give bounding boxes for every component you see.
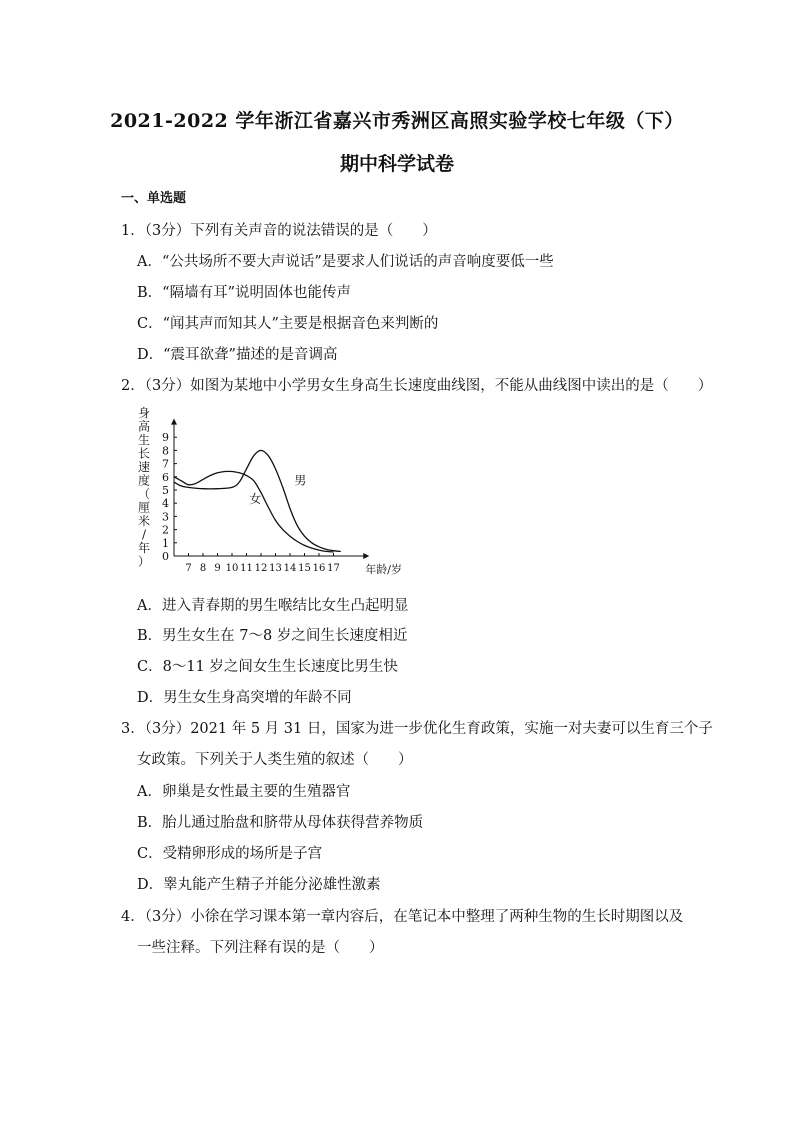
series-label-girls: 女 (249, 492, 262, 507)
y-axis-label-char: 年 (137, 541, 151, 555)
y-axis-label-char: （ (137, 487, 151, 501)
y-tick-label: 7 (162, 457, 169, 471)
q2-option-b: B．男生女生在 7～8 岁之间生长速度相近 (137, 628, 408, 644)
question-2-stem: 2．（3分）如图为某地中小学男女生身高生长速度曲线图，不能从曲线图中读出的是（ ） (121, 378, 713, 394)
y-axis-arrow (171, 419, 177, 425)
q2-option-c: C．8～11 岁之间女生生长速度比男生快 (137, 659, 398, 675)
growth-speed-chart (134, 404, 402, 580)
q1-option-b: B．“隔墙有耳”说明固体也能传声 (137, 285, 351, 301)
y-axis-label-char: 生 (137, 433, 151, 447)
y-axis-label-char: 米 (137, 514, 151, 528)
x-tick-label: 10 (225, 563, 239, 574)
paper-title-line1: 2021-2022 学年浙江省嘉兴市秀洲区高照实验学校七年级（下） (110, 110, 684, 132)
paper-title-line2: 期中科学试卷 (339, 153, 454, 175)
y-axis-label-char: 度 (137, 473, 151, 488)
series-line-girls (174, 471, 334, 552)
y-axis-label-char: 高 (137, 419, 151, 434)
x-tick-label: 15 (298, 563, 311, 574)
y-tick-label: 6 (162, 470, 169, 484)
x-tick-label: 11 (240, 563, 253, 574)
y-axis-label-char: ） (137, 554, 151, 569)
x-tick-label: 14 (283, 563, 297, 574)
x-tick-label: 16 (312, 563, 326, 574)
x-tick-label: 9 (214, 563, 221, 574)
q1-option-a: A．“公共场所不要大声说话”是要求人们说话的声音响度要低一些 (137, 254, 554, 270)
x-tick-label: 7 (185, 563, 192, 574)
y-axis-label-char: 厘 (137, 500, 151, 515)
x-axis-label: 年龄/岁 (365, 563, 402, 576)
x-tick-label: 17 (327, 563, 340, 574)
y-tick-label: 4 (162, 497, 169, 511)
y-tick-label: 0 (162, 550, 169, 563)
x-tick-label: 12 (254, 563, 268, 574)
y-axis-label-char: 长 (137, 446, 151, 461)
y-tick-label: 1 (162, 536, 169, 550)
x-axis-arrow (363, 553, 369, 559)
q1-option-c: C．“闻其声而知其人”主要是根据音色来判断的 (137, 316, 439, 332)
x-tick-label: 13 (269, 563, 282, 574)
y-tick-label: 8 (162, 444, 169, 458)
question-1-stem: 1．（3分）下列有关声音的说法错误的是（ ） (121, 223, 437, 239)
question-4-stem-line2: 一些注释。下列注释有误的是（ ） (137, 940, 384, 956)
q3-option-a: A．卵巢是女性最主要的生殖器官 (137, 784, 351, 800)
series-label-boys: 男 (294, 473, 307, 488)
y-axis-label-char: / (141, 527, 147, 542)
y-tick-label: 2 (162, 523, 169, 537)
y-tick-label: 3 (162, 510, 169, 524)
y-axis-label-char: 速 (137, 460, 151, 474)
q3-option-d: D．睾丸能产生精子并能分泌雄性激素 (137, 877, 381, 893)
y-tick-label: 5 (162, 484, 169, 497)
x-tick-label: 8 (199, 563, 207, 574)
section-heading: 一、单选题 (121, 191, 187, 206)
q2-option-a: A．进入青春期的男生喉结比女生凸起明显 (137, 598, 409, 614)
q2-option-d: D．男生女生身高突增的年龄不同 (137, 690, 352, 706)
question-3-stem-line2: 女政策。下列关于人类生殖的叙述（ ） (137, 752, 413, 768)
q1-option-d: D．“震耳欲聋”描述的是音调高 (137, 347, 338, 363)
question-3-stem: 3．（3分）2021 年 5 月 31 日，国家为进一步优化生育政策，实施一对夫妻可以生育三个子 (121, 721, 713, 737)
question-4-stem: 4．（3分）小徐在学习课本第一章内容后，在笔记本中整理了两种生物的生长时期图以及 (121, 909, 684, 925)
q3-option-c: C．受精卵形成的场所是子宫 (137, 846, 323, 862)
y-axis-label-char: 身 (137, 406, 151, 420)
q3-option-b: B．胎儿通过胎盘和脐带从母体获得营养物质 (137, 815, 424, 831)
y-tick-label: 9 (162, 431, 169, 445)
